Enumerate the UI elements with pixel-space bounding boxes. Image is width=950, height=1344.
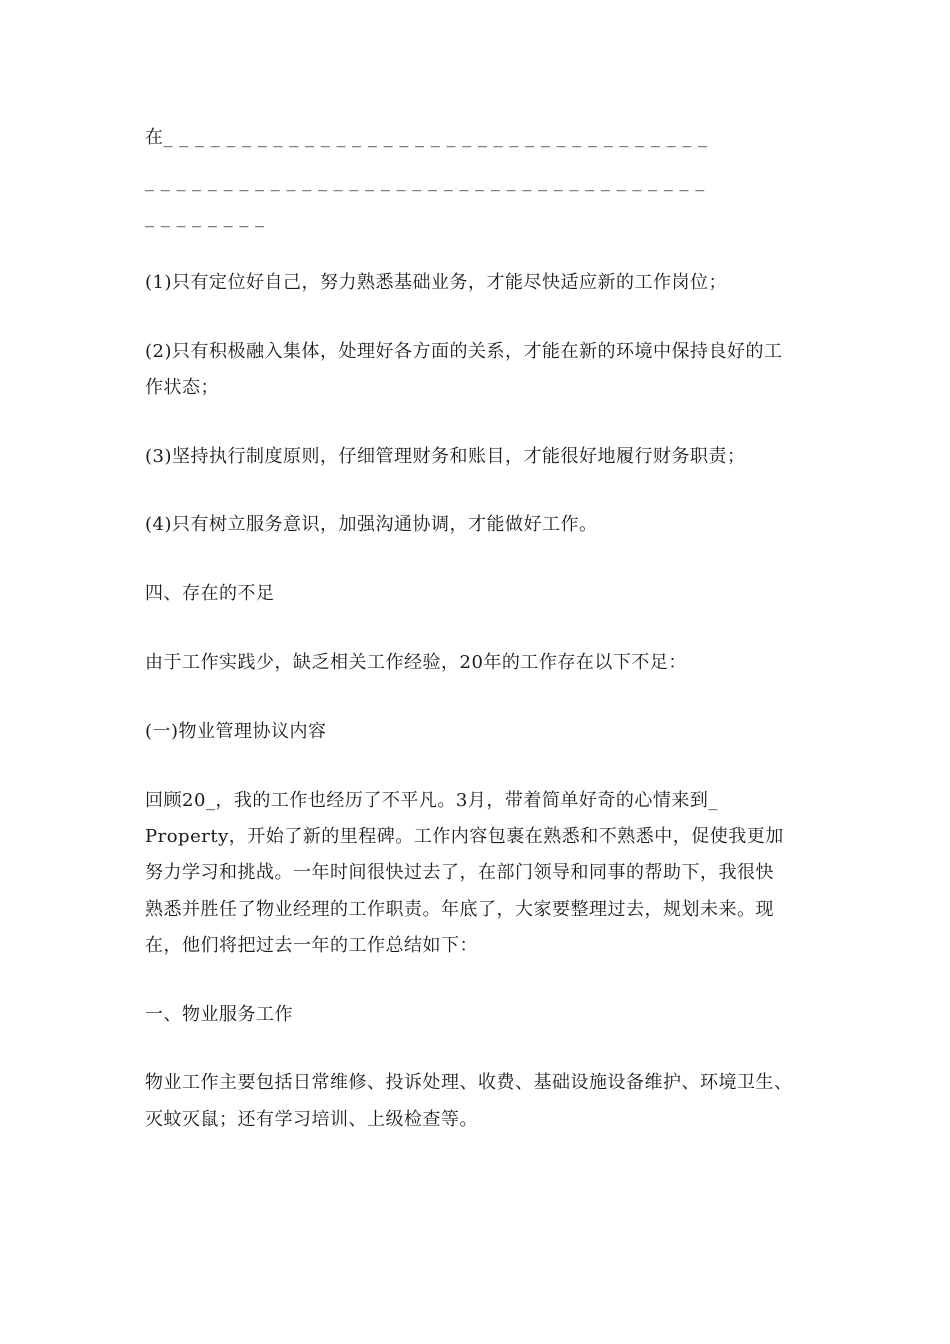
paragraph-line: 在，他们将把过去一年的工作总结如下： xyxy=(145,935,478,956)
paragraph-line: Property，开始了新的里程碑。工作内容包裹在熟悉和不熟悉中，促使我更加 xyxy=(145,826,784,847)
list-item-continuation: 作状态； xyxy=(145,377,219,398)
paragraph-line: 回顾20_，我的工作也经历了不平凡。3月，带着简单好奇的心情来到_ xyxy=(145,790,718,811)
paragraph-line: 熟悉并胜任了物业经理的工作职责。年底了，大家要整理过去，规划未来。现 xyxy=(145,899,774,920)
text-line: _ _ _ _ _ _ _ _ _ _ _ _ _ _ _ _ _ _ _ _ _ _ _ _ _ _ _ _ _ _ _ _ _ _ _ _ xyxy=(145,171,705,192)
section-heading: 四、存在的不足 xyxy=(145,583,275,604)
list-item: (3)坚持执行制度原则，仔细管理财务和账目，才能很好地履行财务职责； xyxy=(145,446,746,467)
text-line: 在_ _ _ _ _ _ _ _ _ _ _ _ _ _ _ _ _ _ _ _ _ _ _ _ _ _ _ _ _ _ _ _ _ _ _ xyxy=(145,127,708,148)
text-line: _ _ _ _ _ _ _ _ xyxy=(145,207,265,228)
list-item: (1)只有定位好自己，努力熟悉基础业务，才能尽快适应新的工作岗位； xyxy=(145,272,727,293)
paragraph-line: 努力学习和挑战。一年时间很快过去了，在部门领导和同事的帮助下，我很快 xyxy=(145,862,774,883)
list-item: (4)只有树立服务意识，加强沟通协调，才能做好工作。 xyxy=(145,514,598,535)
subsection-heading: (一)物业管理协议内容 xyxy=(145,721,327,742)
list-item: (2)只有积极融入集体，处理好各方面的关系，才能在新的环境中保持良好的工 xyxy=(145,341,783,362)
paragraph-line: 灭蚊灭鼠；还有学习培训、上级检查等。 xyxy=(145,1109,478,1130)
paragraph: 由于工作实践少，缺乏相关工作经验，20年的工作存在以下不足： xyxy=(145,652,687,673)
section-heading: 一、物业服务工作 xyxy=(145,1004,293,1025)
paragraph-line: 物业工作主要包括日常维修、投诉处理、收费、基础设施设备维护、环境卫生、 xyxy=(145,1072,793,1093)
